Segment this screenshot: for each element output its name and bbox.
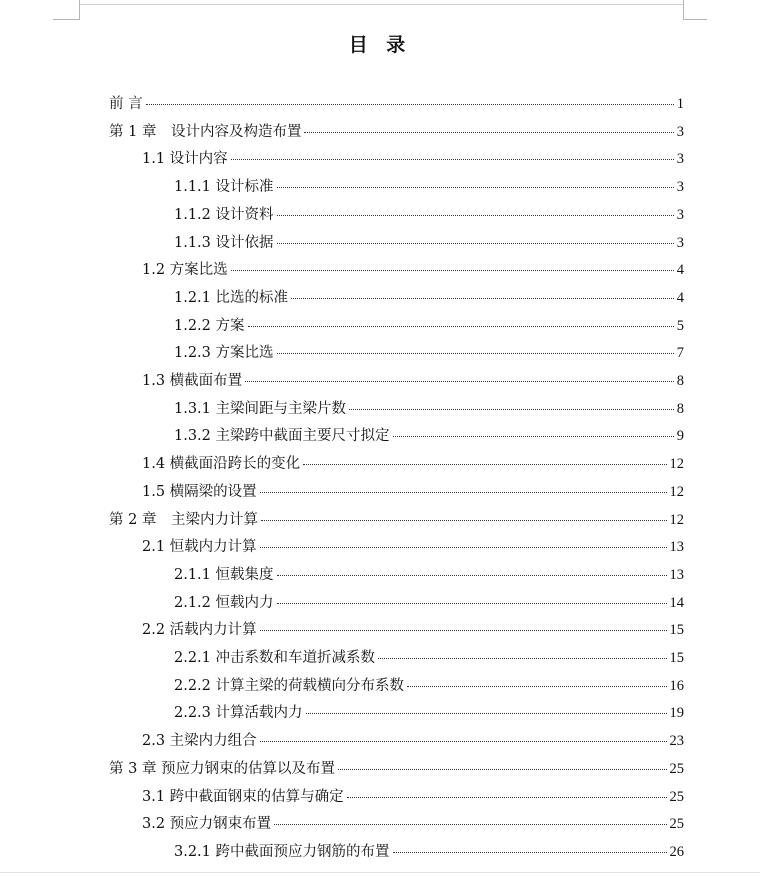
toc-entry-page-number: 14 xyxy=(669,594,684,611)
toc-entry-label: 1.1.1 设计标准 xyxy=(174,179,274,196)
toc-entry-label: 3.2 预应力钢束布置 xyxy=(142,816,272,833)
toc-entry-page-number: 12 xyxy=(669,483,684,500)
toc-entry-label: 1.1.2 设计资料 xyxy=(174,206,274,223)
page-top-edge xyxy=(80,4,683,5)
toc-entry-page-number: 13 xyxy=(669,539,684,556)
toc-entry-label: 3.1 跨中截面钢束的估算与确定 xyxy=(142,788,344,805)
toc-entry-page-number: 3 xyxy=(676,234,684,251)
toc-entry-page-number: 3 xyxy=(676,123,684,140)
dot-leader xyxy=(291,298,674,299)
dot-leader xyxy=(260,630,667,631)
toc-entry-page-number: 16 xyxy=(669,677,684,694)
dot-leader xyxy=(349,409,674,410)
dot-leader xyxy=(231,159,674,160)
toc-entry[interactable] xyxy=(174,701,684,723)
toc-entry-page-number: 7 xyxy=(676,345,684,362)
toc-entry-page-number: 5 xyxy=(676,317,684,334)
toc-entry-label: 1.2.2 方案 xyxy=(174,317,245,334)
dot-leader xyxy=(277,603,667,604)
toc-entry-label: 1.2.3 方案比选 xyxy=(174,345,274,362)
toc-entry-label: 2.3 主梁内力组合 xyxy=(142,733,257,750)
toc-entry-page-number: 12 xyxy=(669,456,684,473)
dot-leader xyxy=(277,575,667,576)
dot-leader xyxy=(248,326,674,327)
toc-entry-label: 2.2.1 冲击系数和车道折减系数 xyxy=(174,650,376,666)
toc-entry-label: 2.2.3 计算活载内力 xyxy=(174,705,303,722)
toc-entry[interactable] xyxy=(174,231,684,253)
toc-entry-label: 第 1 章 设计内容及构造布置 xyxy=(109,123,302,140)
toc-entry[interactable] xyxy=(174,674,684,696)
dot-leader xyxy=(393,436,674,437)
dot-leader xyxy=(260,492,667,493)
dot-leader xyxy=(407,686,666,687)
toc-entry-page-number: 15 xyxy=(669,622,684,639)
toc-entry[interactable] xyxy=(174,591,684,613)
toc-entry[interactable] xyxy=(142,812,684,834)
toc-entry[interactable] xyxy=(174,341,684,363)
toc-entry-page-number: 9 xyxy=(676,428,684,445)
toc-entry-page-number: 1 xyxy=(676,96,684,112)
dot-leader xyxy=(277,353,674,354)
toc-entry-label: 第 2 章 主梁内力计算 xyxy=(109,511,258,528)
dot-leader xyxy=(245,381,674,382)
toc-entry-label: 1.3.1 主梁间距与主梁片数 xyxy=(174,400,347,417)
dot-leader xyxy=(261,520,667,521)
dot-leader xyxy=(260,741,667,742)
toc-entry[interactable] xyxy=(109,757,684,779)
toc-entry[interactable] xyxy=(174,175,684,197)
dot-leader xyxy=(347,797,667,798)
toc-entry-page-number: 25 xyxy=(669,788,684,805)
toc-entry[interactable] xyxy=(142,480,684,502)
toc-entry-page-number: 12 xyxy=(669,511,684,528)
dot-leader xyxy=(393,852,667,853)
toc-entry[interactable] xyxy=(142,452,684,474)
toc-entry[interactable] xyxy=(174,203,684,225)
margin-corner-mark-right-vertical xyxy=(683,0,684,20)
toc-entry-page-number: 15 xyxy=(669,650,684,666)
toc-entry-label: 2.1.1 恒载集度 xyxy=(174,566,274,583)
toc-entry-label: 1.1 设计内容 xyxy=(142,151,228,168)
toc-entry-label: 2.1.2 恒载内力 xyxy=(174,594,274,611)
toc-entry-label: 2.1 恒载内力计算 xyxy=(142,539,257,556)
dot-leader xyxy=(277,215,674,216)
toc-entry[interactable] xyxy=(142,535,684,557)
toc-entry-page-number: 3 xyxy=(676,206,684,223)
toc-entry-page-number: 13 xyxy=(669,566,684,583)
toc-entry-page-number: 4 xyxy=(676,262,684,279)
toc-entry-label: 2.2 活载内力计算 xyxy=(142,622,257,639)
toc-entry-label: 前 言 xyxy=(109,96,143,112)
dot-leader xyxy=(231,270,674,271)
dot-leader xyxy=(146,104,674,105)
toc-entry[interactable] xyxy=(109,508,684,530)
toc-entry[interactable] xyxy=(142,618,684,640)
toc-entry[interactable] xyxy=(174,286,684,308)
toc-entry-label: 2.2.2 计算主梁的荷载横向分布系数 xyxy=(174,677,405,694)
toc-entry-page-number: 19 xyxy=(669,705,684,722)
dot-leader xyxy=(274,824,666,825)
toc-entry[interactable] xyxy=(109,92,684,114)
toc-entry[interactable] xyxy=(174,397,684,419)
margin-corner-mark-left xyxy=(53,19,80,20)
dot-leader xyxy=(304,132,673,133)
dot-leader xyxy=(303,464,666,465)
toc-entry-page-number: 23 xyxy=(669,733,684,750)
toc-entry-label: 1.2 方案比选 xyxy=(142,262,228,279)
toc-entry[interactable] xyxy=(142,785,684,807)
toc-entry-page-number: 3 xyxy=(676,179,684,196)
toc-entry-page-number: 8 xyxy=(676,400,684,417)
toc-entry-label: 1.3 横截面布置 xyxy=(142,373,243,389)
toc-entry[interactable] xyxy=(142,369,684,391)
dot-leader xyxy=(378,658,666,659)
toc-entry[interactable] xyxy=(174,424,684,446)
dot-leader xyxy=(260,547,667,548)
dot-leader xyxy=(277,243,674,244)
toc-entry-page-number: 25 xyxy=(669,816,684,833)
toc-entry-label: 3.2.1 跨中截面预应力钢筋的布置 xyxy=(174,843,390,860)
toc-entry-page-number: 4 xyxy=(676,289,684,306)
toc-entry-page-number: 25 xyxy=(669,760,684,777)
margin-corner-mark-left-vertical xyxy=(79,0,80,20)
toc-entry[interactable] xyxy=(142,729,684,751)
toc-entry[interactable] xyxy=(174,314,684,336)
toc-entry[interactable] xyxy=(109,120,684,142)
toc-entry-label: 1.3.2 主梁跨中截面主要尺寸拟定 xyxy=(174,428,390,445)
toc-entry-label: 1.1.3 设计依据 xyxy=(174,234,274,251)
toc-entry-label: 1.2.1 比选的标准 xyxy=(174,289,289,306)
toc-entry-page-number: 26 xyxy=(669,843,684,860)
toc-entry-label: 1.5 横隔梁的设置 xyxy=(142,483,257,500)
dot-leader xyxy=(306,713,667,714)
toc-entry-page-number: 3 xyxy=(676,151,684,168)
toc-entry[interactable] xyxy=(174,840,684,862)
toc-title: 目 录 xyxy=(348,34,412,56)
toc-entry[interactable] xyxy=(174,646,684,668)
toc-entry-label: 1.4 横截面沿跨长的变化 xyxy=(142,456,301,473)
page-bottom-edge xyxy=(0,872,760,873)
toc-entry-label: 第 3 章 预应力钢束的估算以及布置 xyxy=(109,760,336,777)
toc-entry-page-number: 8 xyxy=(676,373,684,389)
toc-entry[interactable] xyxy=(174,563,684,585)
toc-entry[interactable] xyxy=(142,147,684,169)
margin-corner-mark-right xyxy=(683,19,707,20)
dot-leader xyxy=(277,187,674,188)
dot-leader xyxy=(338,769,666,770)
toc-entry[interactable] xyxy=(142,258,684,280)
